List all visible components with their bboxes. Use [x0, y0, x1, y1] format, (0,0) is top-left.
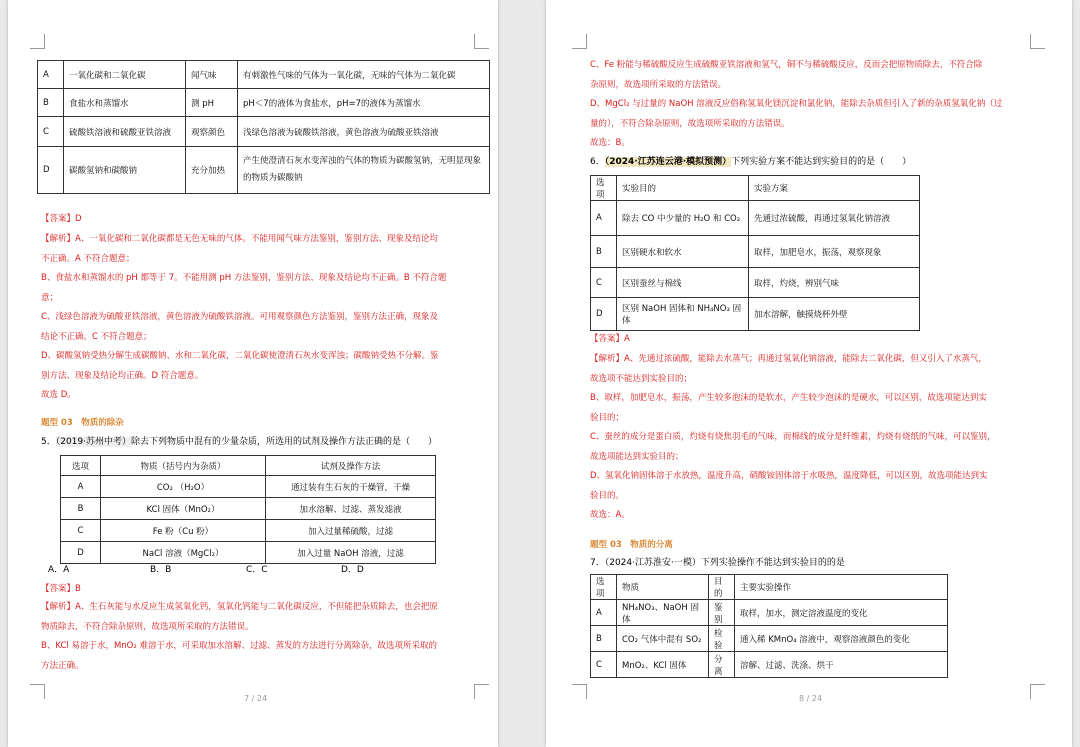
cell-option: D — [38, 147, 64, 194]
question-number: 5． — [41, 437, 56, 447]
table-row — [38, 61, 490, 89]
analysis-line: 故选项能达到实验目的； — [590, 451, 684, 462]
corner-mark — [572, 34, 587, 49]
analysis-line: 故选 D。 — [41, 390, 76, 400]
cell-detail: 浅绿色溶液为硫酸铁溶液，黄色溶液为硫酸亚铁溶液 — [238, 117, 490, 147]
table-identification — [37, 60, 490, 194]
cell-detail: 产生使澄清石灰水变浑浊的气体的物质为碳酸氢钠，无明显现象的物质为碳酸钠 — [238, 147, 490, 194]
cell-substance: CO₂ 气体中混有 SO₂ — [617, 626, 709, 652]
corner-mark — [30, 684, 45, 699]
page-left — [8, 0, 498, 747]
question-text: 除去下列物质中混有的少量杂质，所选用的试剂及操作方法正确的是（ ） — [131, 437, 438, 447]
analysis-line: 意； — [41, 292, 59, 303]
table-experiment-plan — [590, 175, 920, 331]
cell-operation: 溶解、过滤、洗涤、烘干 — [735, 652, 948, 678]
analysis-line: 故选项不能达到实验目的； — [590, 373, 693, 384]
cell-detail: 有刺激性气味的气体为一氧化碳，无味的气体为二氧化碳 — [238, 61, 490, 89]
cell-operation: 取样，加水，测定溶液温度的变化 — [735, 600, 948, 626]
cell-option: C — [591, 652, 617, 678]
header-option: 选项 — [591, 575, 617, 600]
header-method: 试剂及操作方法 — [266, 456, 436, 476]
cell-method: 测 pH — [186, 89, 238, 117]
cell-option: A — [591, 201, 617, 236]
analysis-line: 杂原则，故选项所采取的方法错误。 — [590, 79, 727, 90]
analysis-line: C、蚕丝的成分是蛋白质，灼烧有烧焦羽毛的气味，而棉线的成分是纤维素，灼烧有烧纸的气味，可以鉴别， — [590, 432, 996, 442]
cell-purpose: 除去 CO 中少量的 H₂O 和 CO₂ — [617, 201, 749, 236]
corner-mark — [30, 34, 45, 49]
analysis-line: D、MgCl₂ 与过量的 NaOH 溶液反应俗称氢氧化镁沉淀和氯化钠，能除去杂质但引入了新的杂质氢氧化钠（过 — [590, 99, 1003, 109]
analysis-line: 验目的； — [590, 412, 625, 423]
table-separation — [590, 574, 948, 678]
corner-mark — [572, 684, 587, 699]
cell-plan: 取样，加肥皂水，振荡，观察现象 — [749, 236, 920, 268]
question-5 — [41, 436, 437, 449]
table-header-row — [591, 176, 920, 201]
analysis-block — [41, 230, 491, 406]
cell-purpose: 区别硬水和软水 — [617, 236, 749, 268]
choice-d: D．D — [341, 565, 364, 575]
page-number: 7 / 24 — [244, 694, 268, 703]
header-substance: 物质（括号内为杂质） — [101, 456, 266, 476]
cell-option: D — [61, 542, 101, 564]
analysis-line: B、取样，加肥皂水，振荡，产生较多泡沫的是软水，产生较少泡沫的是硬水，可以区别，故选项能达到实 — [590, 393, 987, 403]
header-option: 选项 — [61, 456, 101, 476]
analysis-line: 【解析】A、先通过浓硫酸，能除去水蒸气；再通过氢氧化钠溶液，能除去二氧化碳，但又引入了水蒸气， — [590, 354, 987, 364]
section-title: 题型 03 物质的分离 — [590, 540, 673, 550]
table-row — [591, 201, 920, 236]
cell-detail: pH＜7的液体为食盐水，pH=7的液体为蒸馏水 — [238, 89, 490, 117]
page-number: 8 / 24 — [799, 694, 823, 703]
table-row — [38, 117, 490, 147]
question-7: 7．（2024·江苏淮安·一模）下列实验操作不能达到实验目的的是 — [590, 558, 845, 568]
cell-operation: 通入稀 KMnO₄ 溶液中，观察溶液颜色的变化 — [735, 626, 948, 652]
analysis-line: 【解析】A、一氧化碳和二氧化碳都是无色无味的气体。不能用闻气味方法鉴别，鉴别方法、现象及结论均 — [41, 234, 438, 244]
analysis-line: D、碳酸氢钠受热分解生成碳酸钠、水和二氧化碳，二氧化碳使澄清石灰水变浑浊；碳酸钠受热不分解。鉴 — [41, 351, 439, 361]
analysis-line: 验目的。 — [590, 490, 625, 501]
page-right — [546, 0, 1072, 747]
cell-purpose: 分离 — [709, 652, 735, 678]
answer-label: 【答案】B — [41, 584, 81, 594]
analysis-line: 故选：B。 — [590, 138, 630, 148]
cell-option: B — [591, 626, 617, 652]
table-row — [38, 89, 490, 117]
table-row — [61, 520, 436, 542]
cell-subject: 食盐水和蒸馏水 — [64, 89, 186, 117]
table-row — [591, 626, 948, 652]
cell-option: D — [591, 298, 617, 331]
corner-mark — [474, 684, 489, 699]
cell-option: B — [38, 89, 64, 117]
cell-method: 加水溶解、过滤、蒸发滤液 — [266, 498, 436, 520]
question-number: 6． — [590, 157, 605, 167]
analysis-line: 故选：A。 — [590, 510, 630, 520]
cell-option: C — [591, 268, 617, 298]
section-title: 题型 03 物质的除杂 — [41, 418, 124, 428]
question-source: （2019·苏州中考） — [55, 437, 131, 447]
cell-method: 通过装有生石灰的干燥管，干燥 — [266, 476, 436, 498]
table-row — [61, 498, 436, 520]
header-purpose: 目的 — [709, 575, 735, 600]
cell-plan: 加水溶解，触摸烧杯外壁 — [749, 298, 920, 331]
analysis-line: C、Fe 粉能与稀硫酸反应生成硫酸亚铁溶液和氢气，铜不与稀硫酸反应，反而会把原物质除去，不符合除 — [590, 60, 983, 70]
table-row — [591, 268, 920, 298]
table-impurity — [60, 455, 436, 564]
cell-purpose: 检验 — [709, 626, 735, 652]
question-source: （2024·江苏连云港·模拟预测） — [604, 157, 732, 167]
cell-option: A — [38, 61, 64, 89]
analysis-line: B、KCl 易溶于水，MnO₂ 难溶于水，可采取加水溶解、过滤、蒸发的方法进行分离除杂，故选项所采取的 — [41, 641, 437, 651]
table-header-row — [591, 575, 948, 600]
cell-plan: 取样，灼烧，辨别气味 — [749, 268, 920, 298]
analysis-block — [590, 350, 1065, 526]
analysis-line: 物质除去，不符合除杂原则，故选项所采取的方法错误。 — [41, 621, 254, 632]
cell-option: C — [61, 520, 101, 542]
cell-option: C — [38, 117, 64, 147]
cell-substance: NH₄NO₃、NaOH 固体 — [617, 600, 709, 626]
choice-c: C．C — [246, 565, 268, 575]
cell-subject: 硫酸铁溶液和硫酸亚铁溶液 — [64, 117, 186, 147]
table-row — [591, 652, 948, 678]
table-row — [61, 476, 436, 498]
cell-substance: KCl 固体（MnO₂） — [101, 498, 266, 520]
choice-a: A．A — [48, 565, 70, 575]
cell-substance: MnO₂、KCl 固体 — [617, 652, 709, 678]
analysis-line: B、食盐水和蒸馏水的 pH 都等于 7。不能用测 pH 方法鉴别，鉴别方法、现象及结论均不正确。B 不符合题 — [41, 273, 447, 283]
cell-plan: 先通过浓硫酸，再通过氢氧化钠溶液 — [749, 201, 920, 236]
cell-method: 闻气味 — [186, 61, 238, 89]
cell-option: B — [591, 236, 617, 268]
cell-method: 充分加热 — [186, 147, 238, 194]
header-purpose: 实验目的 — [617, 176, 749, 201]
cell-substance: Fe 粉（Cu 粉） — [101, 520, 266, 542]
cell-purpose: 鉴别 — [709, 600, 735, 626]
cell-purpose: 区别 NaOH 固体和 NH₄NO₃ 固体 — [617, 298, 749, 331]
cell-option: A — [591, 600, 617, 626]
question-text: 下列实验方案不能达到实验目的的是（ ） — [731, 157, 912, 167]
cell-substance: CO₂ （H₂O） — [101, 476, 266, 498]
header-plan: 实验方案 — [749, 176, 920, 201]
table-row — [591, 298, 920, 331]
header-option: 选项 — [591, 176, 617, 201]
corner-mark — [1030, 34, 1045, 49]
table-row — [591, 600, 948, 626]
cell-substance: NaCl 溶液（MgCl₂） — [101, 542, 266, 564]
question-6 — [590, 156, 911, 169]
cell-option: A — [61, 476, 101, 498]
analysis-line: 不正确。A 不符合题意； — [41, 253, 135, 264]
cell-purpose: 区别蚕丝与棉线 — [617, 268, 749, 298]
analysis-line: 方法正确。 — [41, 660, 84, 671]
corner-mark — [474, 34, 489, 49]
analysis-line: D、氢氧化钠固体溶于水放热，温度升高，硝酸铵固体溶于水吸热，温度降低，可以区别，故选项能达到实 — [590, 471, 988, 481]
analysis-line: 结论不正确。C 不符合题意； — [41, 331, 152, 342]
cell-method: 加入过量稀硫酸，过滤 — [266, 520, 436, 542]
analysis-block — [41, 598, 491, 676]
analysis-line: C、浅绿色溶液为硫酸亚铁溶液，黄色溶液为硫酸铁溶液。可用观察颜色方法鉴别，鉴别方法正确，现象及 — [41, 312, 438, 322]
corner-mark — [1030, 684, 1045, 699]
cell-subject: 碳酸氢钠和碳酸钠 — [64, 147, 186, 194]
table-header-row — [61, 456, 436, 476]
analysis-block — [590, 56, 1065, 154]
analysis-line: 别方法、现象及结论均正确。D 符合题意。 — [41, 370, 204, 381]
analysis-line: 【解析】A、生石灰能与水反应生成氢氧化钙，氢氧化钙能与二氧化碳反应，不但能把杂质除去，也会把原 — [41, 602, 438, 612]
cell-method: 观察颜色 — [186, 117, 238, 147]
cell-method: 加入过量 NaOH 溶液，过滤 — [266, 542, 436, 564]
table-row — [38, 147, 490, 194]
header-substance: 物质 — [617, 575, 709, 600]
cell-subject: 一氧化碳和二氧化碳 — [64, 61, 186, 89]
analysis-line: 量的），不符合除杂原则，故选项所采取的方法错误。 — [590, 118, 790, 129]
answer-label: 【答案】D — [41, 214, 82, 224]
header-operation: 主要实验操作 — [735, 575, 948, 600]
table-row — [61, 542, 436, 564]
cell-option: B — [61, 498, 101, 520]
table-row — [591, 236, 920, 268]
choice-b: B．B — [150, 565, 172, 575]
answer-label: 【答案】A — [590, 334, 630, 344]
